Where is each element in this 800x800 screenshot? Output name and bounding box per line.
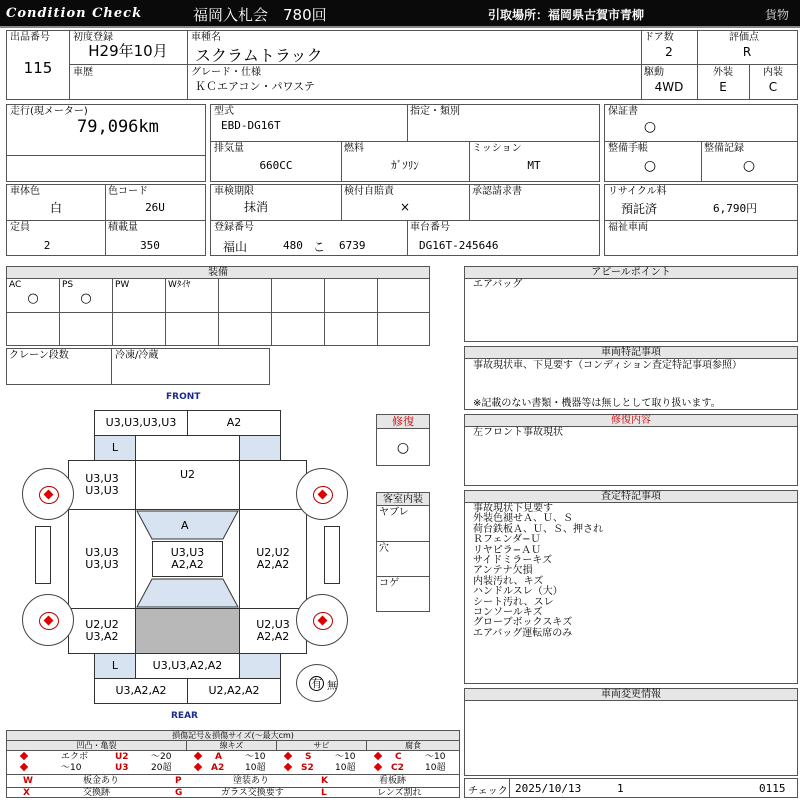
corr-r1-a: C <box>395 752 402 762</box>
capacity: 2 <box>43 239 51 252</box>
corr-r2-b: 10超 <box>425 763 446 773</box>
scratch-r2-a: A2 <box>211 763 225 773</box>
cabin-item-hole: 穴 <box>379 543 389 554</box>
legend-rust-row2 <box>281 763 367 773</box>
dent-r1-b: U2 <box>115 752 129 762</box>
changes-title: 車両変更情報 <box>465 689 797 701</box>
reg-class: 480 <box>283 239 303 252</box>
cabin-roof: U3,U3 A2,A2 <box>152 541 223 577</box>
drive-label: 駆動 <box>644 67 664 78</box>
pickup-location: 引取場所：福岡県古賀市青柳 <box>488 8 645 22</box>
legend-dent-row2 <box>11 763 187 773</box>
right-mirror <box>324 526 340 584</box>
equipment-title: 装備 <box>7 267 429 279</box>
dent-r2-a: 〜10 <box>61 763 82 773</box>
reg-kana: こ <box>313 240 326 254</box>
dent-r2-b: U3 <box>115 763 129 773</box>
rear-bumper-right: U2,A2,A2 <box>187 678 281 704</box>
corr-r2-a: C2 <box>391 763 404 773</box>
scratch-diamond-icon <box>194 763 202 771</box>
brand-title: Condition Check <box>6 6 143 21</box>
code-k-desc: 看板跡 <box>379 776 407 786</box>
chassis: DG16T-245646 <box>419 239 499 252</box>
load-label: 積載量 <box>108 222 138 233</box>
scratch-diamond-icon <box>194 752 202 760</box>
self-pay: × <box>399 200 411 214</box>
rear-light-left: L <box>94 653 136 679</box>
top-info <box>6 30 798 100</box>
rear-bumper-left: U3,A2,A2 <box>94 678 188 704</box>
rust-diamond-icon <box>284 752 292 760</box>
assessment-line: エアバッグ運転席のみ <box>473 627 573 639</box>
capacity-label: 定員 <box>10 222 30 233</box>
scratch-r1-a: A <box>215 752 222 762</box>
front-label: FRONT <box>166 392 201 402</box>
equip-ps-label: PS <box>62 280 74 290</box>
color-box <box>6 184 206 256</box>
assessment-line: グローブボックスキズ <box>473 617 573 629</box>
hood: U2 <box>135 460 240 510</box>
code-p: P <box>175 776 182 786</box>
inspection: 抹消 <box>243 200 268 214</box>
corrosion-diamond-icon <box>374 763 382 771</box>
assessment-line: アンテナ欠損 <box>473 565 533 577</box>
assessment-lines <box>473 504 603 639</box>
body-color-label: 車体色 <box>10 186 40 197</box>
special-line1: 事故現状車、下見要す（コンディション査定特記事項参照） <box>473 360 742 371</box>
dent-r2-c: 20超 <box>151 763 172 773</box>
manual: ○ <box>643 158 657 174</box>
equip-ac-label: AC <box>9 280 22 290</box>
rear-right-panel: U2,U3 A2,A2 <box>239 608 307 654</box>
car-diagram <box>0 388 376 721</box>
history-label: 車歴 <box>73 67 93 78</box>
code-x: X <box>23 788 30 798</box>
cabin-box <box>376 492 430 612</box>
code-w-desc: 板金あり <box>83 776 120 786</box>
record: ○ <box>742 158 756 174</box>
front-bumper-left: U3,U3,U3,U3 <box>94 410 188 436</box>
legend-scratch-row1 <box>191 752 277 762</box>
rust-r2-a: S2 <box>301 763 314 773</box>
crane-box <box>6 348 270 385</box>
load: 350 <box>140 239 160 252</box>
chassis-label: 車台番号 <box>410 222 450 233</box>
rear-bed: U3,U3,A2,A2 <box>135 653 240 679</box>
warranty-label: 保証書 <box>608 106 638 117</box>
rust-diamond-icon <box>284 763 292 771</box>
legend-corr-row1 <box>371 752 457 762</box>
warranty-box <box>604 104 798 182</box>
assessment-line: サイドミラーキズ <box>473 555 553 567</box>
welfare-label: 福祉車両 <box>608 222 648 233</box>
repair-content-title: 修復内容 <box>465 415 797 427</box>
warranty: ○ <box>643 119 657 135</box>
changes-box <box>464 688 798 776</box>
body-color: 白 <box>49 201 62 215</box>
doors-label: ドア数 <box>644 32 674 43</box>
assessment-line: ハンドルスレ（大） <box>473 586 563 598</box>
special-title: 車両特記事項 <box>465 347 797 359</box>
legend-corr-row2 <box>371 763 457 773</box>
legend-rust-row1 <box>281 752 367 762</box>
front-left-panel: U3,U3 U3,U3 <box>68 460 136 510</box>
mileage-box <box>6 104 206 182</box>
cabin-item-tear: ヤブレ <box>379 507 409 518</box>
front-center <box>135 435 240 461</box>
spare-no: 無 <box>327 681 337 692</box>
mission: MT <box>527 159 541 172</box>
scratch-r2-b: 10超 <box>245 763 266 773</box>
crane-label: クレーン段数 <box>9 350 69 361</box>
legend-dent-title: 凹凸・亀裂 <box>7 741 187 751</box>
exterior-label: 外装 <box>713 67 733 78</box>
assessment-line: シート汚れ、スレ <box>473 596 554 608</box>
first-reg-label: 初度登録 <box>73 32 113 43</box>
rear-label: REAR <box>171 711 198 721</box>
drive: 4WD <box>654 80 684 94</box>
inspection-box <box>210 184 600 256</box>
legend-rust-title: サビ <box>277 741 367 751</box>
check-id: 0115 <box>759 782 786 795</box>
equip-pw-label: PW <box>115 280 130 290</box>
equip-wtire-label: Wﾀｲﾔ <box>168 280 191 290</box>
assessment-line: 内装汚れ、キズ <box>473 575 544 587</box>
check-date: 2025/10/13 <box>515 782 582 795</box>
assessment-title: 査定特記事項 <box>465 491 797 503</box>
designation-label: 指定・類別 <box>410 106 460 117</box>
mileage-label: 走行(現メーター) <box>10 106 88 117</box>
legend-corrosion-title: 腐食 <box>367 741 459 751</box>
legend-scratch-title: 線キズ <box>187 741 277 751</box>
recycle-status: 預託済 <box>621 202 658 216</box>
wheel-front-left-icon <box>22 468 74 520</box>
spec-box <box>210 104 600 182</box>
assessment-line: コンソールキズ <box>473 607 543 619</box>
right-door: U2,U2 A2,A2 <box>239 509 307 609</box>
code-k: K <box>321 776 328 786</box>
rust-r2-b: 10超 <box>335 763 356 773</box>
left-mirror <box>35 526 51 584</box>
repair-mark: ○ <box>396 440 410 456</box>
inspection-label: 車検期限 <box>214 186 254 197</box>
appeal-text: エアバッグ <box>473 279 523 290</box>
check-label: チェック <box>468 786 508 797</box>
legend-scratch-row2 <box>191 763 277 773</box>
grade: ＫＣエアコン・パワステ <box>195 80 315 93</box>
mission-label: ミッション <box>472 143 522 154</box>
freezer-label: 冷凍/冷蔵 <box>115 350 159 361</box>
recycle-box <box>604 184 798 256</box>
score: R <box>742 45 752 59</box>
assessment-line: 荷台鉄板Ａ、Ｕ、Ｓ、押され <box>473 523 603 535</box>
fuel-label: 燃料 <box>344 143 364 154</box>
wheel-front-right-icon <box>296 468 348 520</box>
rust-r1-b: 〜10 <box>335 752 356 762</box>
model-type: EBD-DG16T <box>221 119 281 132</box>
bed-area <box>135 608 240 654</box>
front-light-right <box>239 435 281 461</box>
recycle-fee: 6,790円 <box>713 202 758 215</box>
assessment-line: Ｒフェンダ−Ｕ <box>473 534 541 546</box>
lot-number: 115 <box>23 59 53 77</box>
dent-diamond-icon <box>20 763 28 771</box>
special-box <box>464 346 798 410</box>
left-door: U3,U3 U3,U3 <box>68 509 136 609</box>
self-pay-label: 検付自賠責 <box>344 186 394 197</box>
code-g: G <box>175 788 183 798</box>
score-label: 評価点 <box>729 32 759 43</box>
auction-title: 福岡入札会 780回 <box>193 6 327 24</box>
scratch-r1-b: 〜10 <box>245 752 266 762</box>
code-p-desc: 塗装あり <box>233 776 270 786</box>
rear-light-right <box>239 653 281 679</box>
front-light-left: L <box>94 435 136 461</box>
header-bar <box>0 0 800 28</box>
reg-num: 6739 <box>339 239 366 252</box>
record-label: 整備記録 <box>704 143 744 154</box>
displacement: 660CC <box>259 159 293 172</box>
cabin-item-burn: コゲ <box>379 578 399 589</box>
code-x-desc: 交換跡 <box>83 788 111 798</box>
repair-content-text: 左フロント事故現状 <box>473 427 563 438</box>
manual-label: 整備手帳 <box>608 143 648 154</box>
color-code-label: 色コード <box>108 186 148 197</box>
color-code: 26U <box>145 201 165 214</box>
dent-diamond-icon <box>20 752 28 760</box>
grade-label: グレード・仕様 <box>191 67 261 78</box>
assessment-line: リヤピラ−ＡＵ <box>473 544 542 556</box>
equip-ps-mark: ○ <box>80 291 92 306</box>
corr-r1-b: 〜10 <box>425 752 446 762</box>
legend-title: 損傷記号＆損傷サイズ(〜最大cm) <box>7 731 459 741</box>
lot-label: 出品番号 <box>10 32 50 43</box>
reg-area: 福山 <box>223 240 248 254</box>
code-l: L <box>321 788 327 798</box>
footer-bar <box>464 778 798 798</box>
reg-no-label: 登録番号 <box>214 222 254 233</box>
code-w: W <box>23 776 33 786</box>
assessment-box <box>464 490 798 684</box>
corrosion-diamond-icon <box>374 752 382 760</box>
doors: 2 <box>665 45 673 59</box>
interior: C <box>768 80 778 94</box>
dent-r1-a: エクボ <box>61 752 89 762</box>
front-bumper-right: A2 <box>187 410 281 436</box>
fuel: ｶﾞｿﾘﾝ <box>391 159 419 172</box>
rear-left-panel: U2,U2 U3,A2 <box>68 608 136 654</box>
mileage: 79,096km <box>77 117 159 137</box>
windshield: A <box>181 519 189 532</box>
category: 貨物 <box>765 8 790 22</box>
displacement-label: 排気量 <box>214 143 244 154</box>
equipment-box <box>6 266 430 346</box>
assessment-line: 外装色褪せＡ、Ｕ、Ｓ <box>473 513 573 525</box>
repair-box <box>376 414 430 466</box>
exterior: E <box>719 80 727 94</box>
type-label: 型式 <box>214 106 234 117</box>
special-line2: ※記載のない書類・機器等は無しとして取り扱います。 <box>473 398 721 409</box>
wheel-rear-left-icon <box>22 594 74 646</box>
model-name-label: 車種名 <box>191 32 221 43</box>
code-g-desc: ガラス交換要す <box>221 788 284 798</box>
appeal-box <box>464 266 798 342</box>
code-l-desc: レンズ割れ <box>377 788 422 798</box>
first-reg: H29年10月 <box>88 42 168 60</box>
recycle-label: リサイクル料 <box>608 186 667 197</box>
check-page: 1 <box>617 782 624 795</box>
assessment-line: 事故現状下見要す <box>473 503 553 514</box>
approval-label: 承認請求書 <box>472 186 522 197</box>
wheel-rear-right-icon <box>296 594 348 646</box>
equip-ac-mark: ○ <box>27 291 39 306</box>
repair-content-box <box>464 414 798 486</box>
cabin-title: 客室内装 <box>377 493 429 506</box>
legend-box <box>6 730 460 798</box>
repair-label: 修復 <box>377 415 429 429</box>
rust-r1-a: S <box>305 752 312 762</box>
spare-yes: 有 <box>311 677 322 690</box>
dent-r1-c: 〜20 <box>151 752 172 762</box>
interior-label: 内装 <box>763 67 783 78</box>
appeal-title: アピールポイント <box>465 267 797 279</box>
model-name: スクラムトラック <box>195 46 323 65</box>
legend-dent-row1 <box>11 752 187 762</box>
